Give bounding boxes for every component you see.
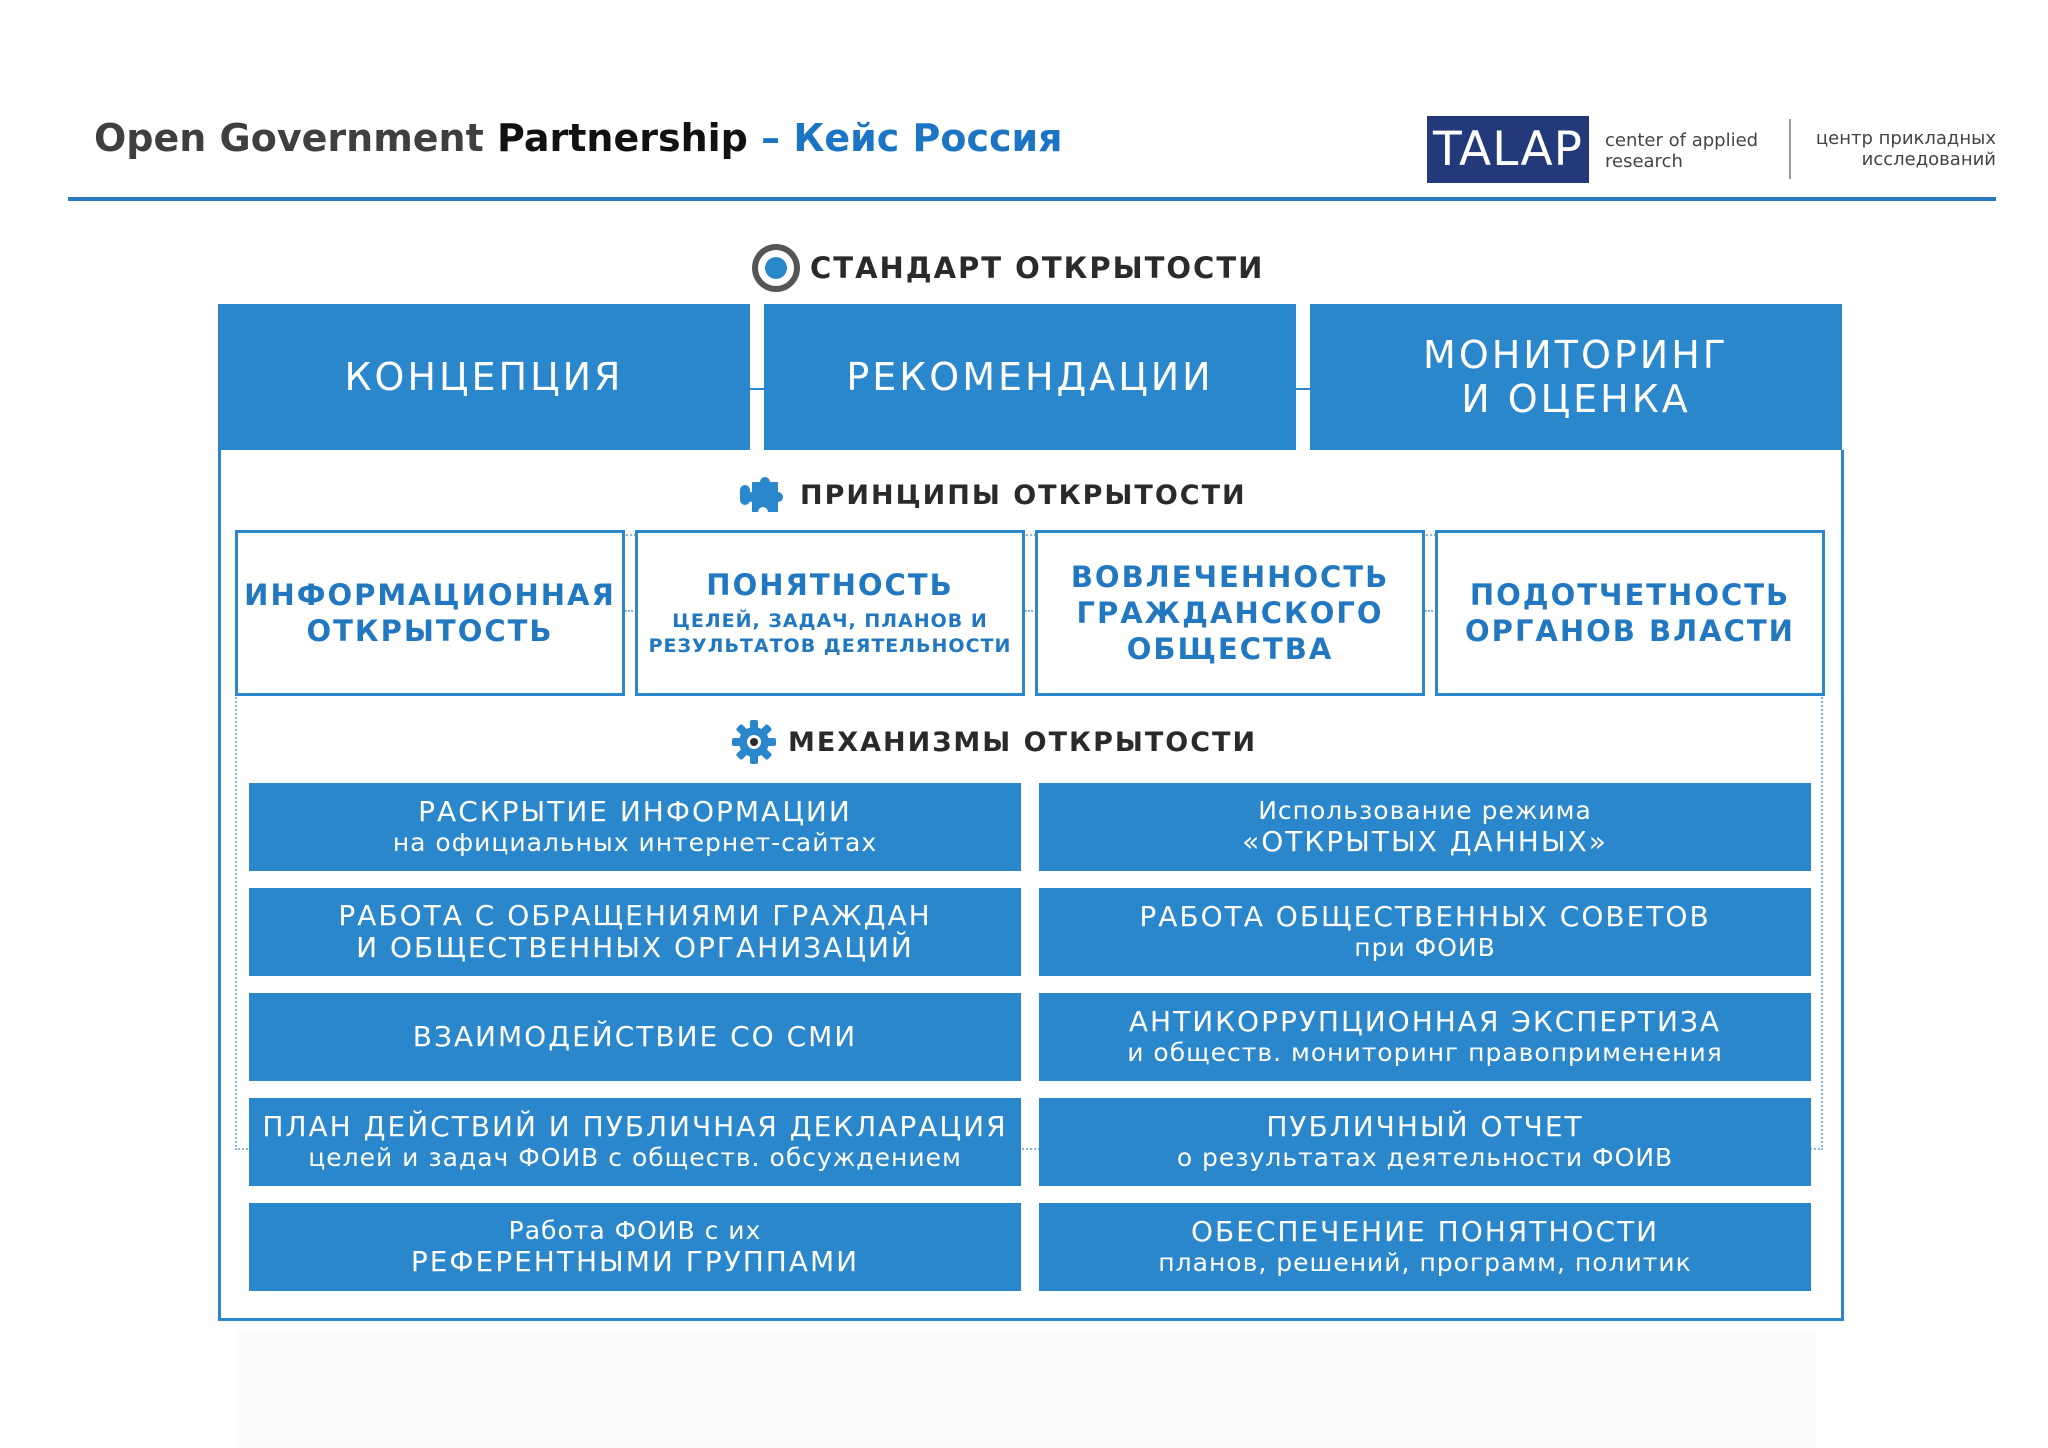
talap-logo: TALAP: [1427, 116, 1589, 183]
principles-heading-text: ПРИНЦИПЫ ОТКРЫТОСТИ: [800, 479, 1247, 511]
mechanism-line1: РАСКРЫТИЕ ИНФОРМАЦИИ: [418, 795, 852, 828]
mechanisms-heading: [730, 718, 1257, 766]
logo-tagline-en-line2: research: [1605, 151, 1683, 172]
connector: [1425, 610, 1433, 612]
standard-box-monitoring: [1310, 304, 1842, 450]
principle-clarity: [635, 530, 1025, 696]
principles-heading: [738, 472, 1247, 518]
mechanism-media-interaction: [249, 993, 1021, 1081]
principle-line2: ОРГАНОВ ВЛАСТИ: [1465, 614, 1795, 648]
standard-box-line2: И ОЦЕНКА: [1461, 377, 1691, 421]
mechanism-info-disclosure: [249, 783, 1021, 871]
principle-line1: ВОВЛЕЧЕННОСТЬ: [1070, 560, 1390, 594]
mechanism-public-report: [1039, 1098, 1811, 1186]
mechanism-line1: ПУБЛИЧНЫЙ ОТЧЕТ: [1266, 1110, 1584, 1143]
mechanism-reference-groups: [249, 1203, 1021, 1291]
target-icon: [752, 244, 800, 292]
standard-box-recommendations: [764, 304, 1296, 450]
mechanism-line1: РАБОТА ОБЩЕСТВЕННЫХ СОВЕТОВ: [1139, 900, 1711, 933]
mechanism-line2: на официальных интернет-сайтах: [392, 828, 878, 857]
principle-sub-line2: РЕЗУЛЬТАТОВ ДЕЯТЕЛЬНОСТИ: [648, 635, 1012, 657]
mechanism-clarity-ensuring: [1039, 1203, 1811, 1291]
logo-tagline-en: [1605, 130, 1775, 172]
principle-line1: ПОНЯТНОСТЬ: [706, 568, 954, 602]
image-bottom-area: [236, 1330, 1816, 1448]
mechanism-action-plan: [249, 1098, 1021, 1186]
standard-box-line1: РЕКОМЕНДАЦИИ: [846, 355, 1214, 399]
mechanism-line1: Использование режима: [1258, 796, 1592, 825]
gear-icon: [730, 718, 778, 766]
title-part-3: – Кейс Россия: [761, 116, 1063, 160]
connector: [1296, 388, 1310, 390]
principle-information-openness: [235, 530, 625, 696]
mechanism-line1: РАБОТА С ОБРАЩЕНИЯМИ ГРАЖДАН: [338, 899, 932, 932]
mechanism-line1: Работа ФОИВ с их: [508, 1216, 762, 1245]
standard-box-line1: КОНЦЕПЦИЯ: [344, 355, 624, 399]
title-part-2: Partnership: [497, 116, 748, 160]
mechanism-line1: АНТИКОРРУПЦИОННАЯ ЭКСПЕРТИЗА: [1128, 1005, 1722, 1038]
mechanisms-heading-text: МЕХАНИЗМЫ ОТКРЫТОСТИ: [788, 726, 1258, 758]
mechanism-open-data: [1039, 783, 1811, 871]
principle-line1: ИНФОРМАЦИОННАЯ: [244, 578, 616, 612]
mechanism-line2: «ОТКРЫТЫХ ДАННЫХ»: [1242, 825, 1608, 858]
connector: [750, 388, 764, 390]
standard-box-concept: [218, 304, 750, 450]
principle-sub-line1: ЦЕЛЕЙ, ЗАДАЧ, ПЛАНОВ И: [672, 610, 988, 632]
principle-line2: ГРАЖДАНСКОГО: [1076, 596, 1384, 630]
principle-sub: [649, 609, 1012, 659]
mechanism-line1: ПЛАН ДЕЙСТВИЙ И ПУБЛИЧНАЯ ДЕКЛАРАЦИЯ: [262, 1110, 1008, 1143]
mechanism-public-councils: [1039, 888, 1811, 976]
mechanism-line1: ВЗАИМОДЕЙСТВИЕ СО СМИ: [412, 1020, 858, 1053]
logo-tagline-ru-line2: исследований: [1861, 149, 1996, 170]
connector: [625, 610, 633, 612]
logo-tagline-en-line1: center of applied: [1605, 130, 1759, 151]
mechanism-line2: И ОБЩЕСТВЕННЫХ ОРГАНИЗАЦИЙ: [356, 931, 914, 964]
principle-line2: ОТКРЫТОСТЬ: [306, 614, 554, 648]
openness-diagram: [218, 238, 1842, 1324]
mechanism-citizen-appeals: [249, 888, 1021, 976]
title-part-1: Open Government: [94, 116, 484, 160]
principle-accountability: [1435, 530, 1825, 696]
mechanism-line2: при ФОИВ: [1354, 933, 1496, 962]
logo-tagline-ru-line1: центр прикладных: [1815, 128, 1996, 149]
principle-line1: ПОДОТЧЕТНОСТЬ: [1469, 578, 1791, 612]
logo-tagline-ru: [1800, 128, 1996, 170]
principle-line3: ОБЩЕСТВА: [1126, 632, 1334, 666]
standard-heading: [752, 244, 1264, 292]
connector: [1025, 610, 1033, 612]
principle-civic-engagement: [1035, 530, 1425, 696]
mechanism-line2: РЕФЕРЕНТНЫМИ ГРУППАМИ: [410, 1245, 860, 1278]
mechanism-line2: и обществ. мониторинг правоприменения: [1127, 1038, 1723, 1067]
logo-divider: [1789, 119, 1791, 179]
mechanism-line1: ОБЕСПЕЧЕНИЕ ПОНЯТНОСТИ: [1190, 1215, 1660, 1248]
mechanism-line2: планов, решений, программ, политик: [1158, 1248, 1692, 1277]
puzzle-icon: [738, 472, 790, 518]
standard-heading-text: СТАНДАРТ ОТКРЫТОСТИ: [810, 251, 1265, 285]
standard-box-line1: МОНИТОРИНГ: [1423, 333, 1729, 377]
mechanism-line2: о результатах деятельности ФОИВ: [1176, 1143, 1674, 1172]
mechanism-anticorruption: [1039, 993, 1811, 1081]
mechanism-line2: целей и задач ФОИВ с обществ. обсуждением: [308, 1143, 962, 1172]
page-title: [94, 110, 1063, 166]
header-rule: [68, 197, 1996, 201]
